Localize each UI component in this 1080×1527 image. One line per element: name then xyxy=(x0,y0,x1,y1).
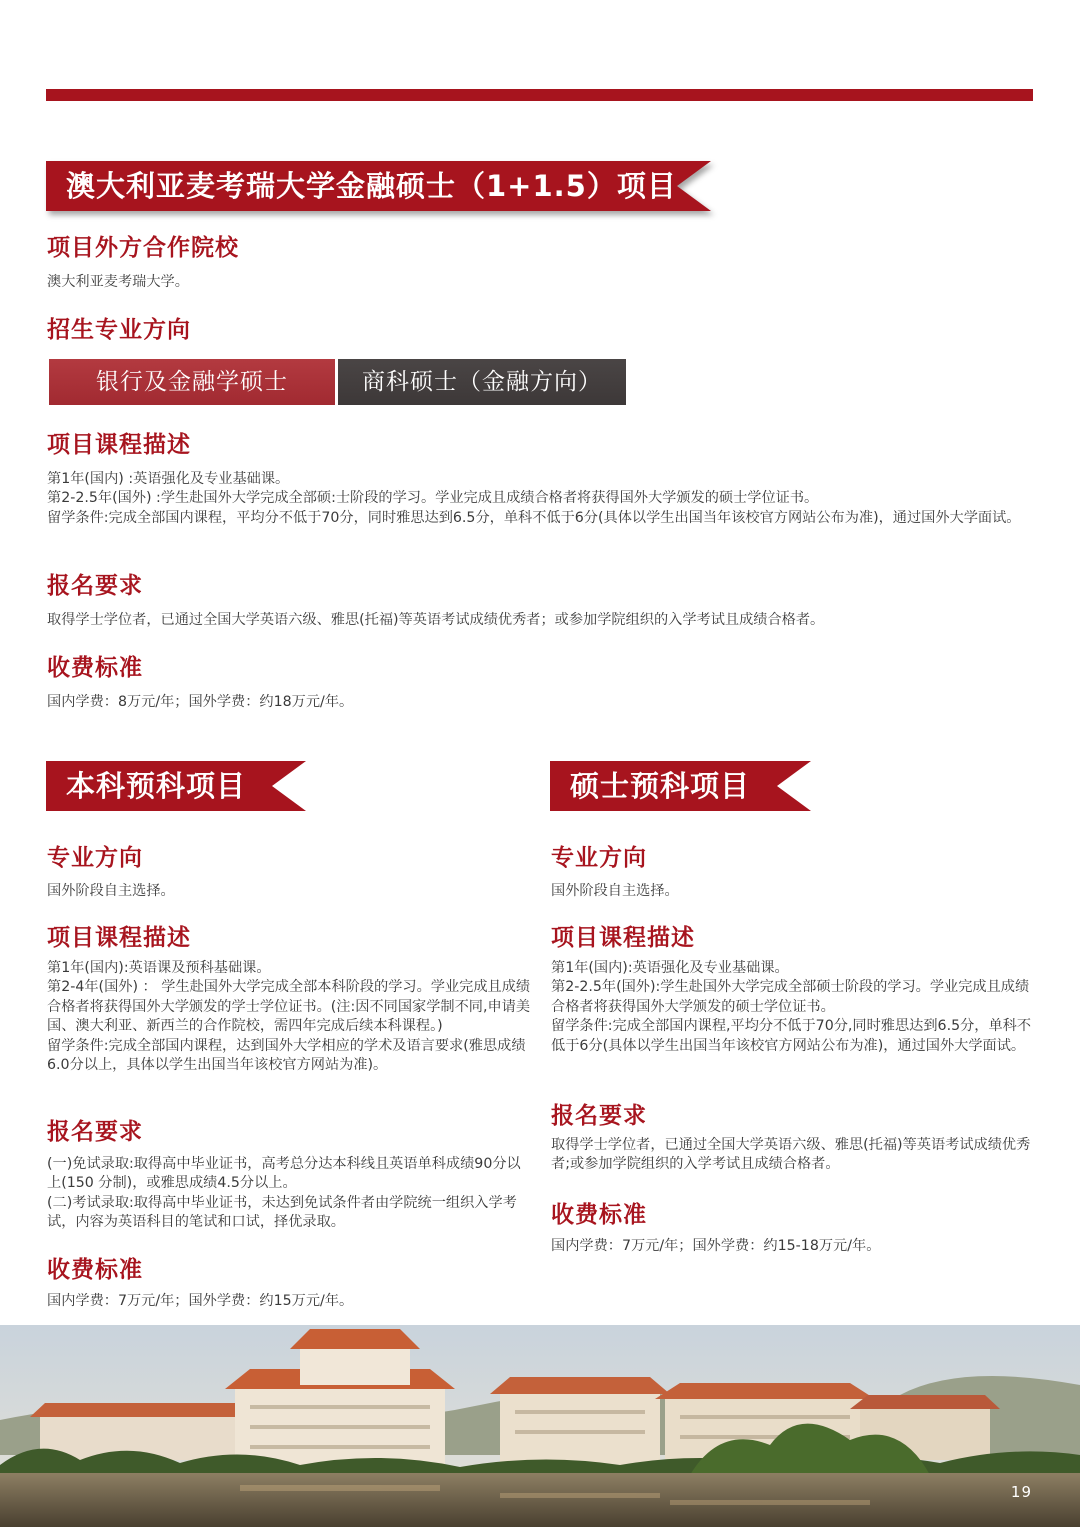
course-line: 第2-2.5年(国外) :学生赴国外大学完成全部硕:士阶段的学习。学业完成且成绩合格者将获得国外大学颁发的硕士学位证书。 xyxy=(47,490,819,507)
course-line: 留学条件:完成全部国内课程，达到国外大学相应的学术及语言要求(雅思成绩6.0分以上，具体以学生出国当年该校官方网站为准)。 xyxy=(47,1037,526,1074)
undergrad-req-heading: 报名要求 xyxy=(47,1119,143,1145)
major-tab-business-finance: 商科硕士（金融方向） xyxy=(338,359,626,405)
requirements-text: 取得学士学位者，已通过全国大学英语六级、雅思(托福)等英语考试成绩优秀者；或参加学院组织的入学考试且成绩合格者。 xyxy=(47,612,825,628)
campus-photo xyxy=(0,1325,1080,1527)
course-line: 第1年(国内):英语课及预科基础课。 xyxy=(47,960,271,976)
campus-photo-illustration xyxy=(0,1325,1080,1527)
section2-title: 本科预科项目 xyxy=(66,769,247,803)
req-line: (二)考试录取:取得高中毕业证书，未达到免试条件者由学院统一组织入学考试，内容为英语科目的笔试和口试，择优录取。 xyxy=(47,1194,517,1231)
majors-tabs xyxy=(49,359,626,405)
course-heading: 项目课程描述 xyxy=(47,432,191,458)
master-req-heading: 报名要求 xyxy=(551,1103,647,1129)
master-course-heading: 项目课程描述 xyxy=(551,925,695,951)
course-line: 第1年(国内) :英语强化及专业基础课。 xyxy=(47,471,290,487)
partner-text: 澳大利亚麦考瑞大学。 xyxy=(47,274,189,290)
section2-title-banner xyxy=(46,761,306,811)
undergrad-major-heading: 专业方向 xyxy=(47,845,143,871)
section1-title: 澳大利亚麦考瑞大学金融硕士（1+1.5）项目 xyxy=(66,169,677,203)
undergrad-fee-heading: 收费标准 xyxy=(47,1257,143,1283)
course-line: 留学条件:完成全部国内课程,平均分不低于70分,同时雅思达到6.5分，单科不低于6分(具体以学生出国当年该校官方网站公布为准)，通过国外大学面试。 xyxy=(551,1018,1032,1054)
fee-text: 国内学费：8万元/年；国外学费：约18万元/年。 xyxy=(47,694,354,710)
requirements-heading: 报名要求 xyxy=(47,573,143,599)
section1-title-banner xyxy=(46,161,711,211)
undergrad-major-text: 国外阶段自主选择。 xyxy=(47,883,175,899)
majors-heading: 招生专业方向 xyxy=(47,317,191,343)
major-tab-banking-finance: 银行及金融学硕士 xyxy=(49,359,335,405)
master-major-heading: 专业方向 xyxy=(551,845,647,871)
course-line: 第2-2.5年(国外):学生赴国外大学完成全部硕士阶段的学习。学业完成且成绩合格者将获得国外大学颁发的硕士学位证书。 xyxy=(551,979,1030,1015)
section3-title-banner xyxy=(550,761,811,811)
page-number: 19 xyxy=(1010,1483,1032,1501)
fee-heading: 收费标准 xyxy=(47,655,143,681)
top-divider-bar xyxy=(46,89,1033,101)
master-fee-text: 国内学费：7万元/年；国外学费：约15-18万元/年。 xyxy=(551,1238,881,1254)
master-req-text: 取得学士学位者，已通过全国大学英语六级、雅思(托福)等英语考试成绩优秀者;或参加学院组织的入学考试且成绩合格者。 xyxy=(551,1137,1031,1173)
undergrad-course-description xyxy=(47,959,532,1075)
course-line: 留学条件:完成全部国内课程，平均分不低于70分，同时雅思达到6.5分，单科不低于6分(具体以学生出国当年该校官方网站公布为准)，通过国外大学面试。 xyxy=(47,509,1021,526)
master-course-description xyxy=(551,959,1036,1056)
undergrad-course-heading: 项目课程描述 xyxy=(47,925,191,951)
section3-title: 硕士预科项目 xyxy=(570,769,751,803)
course-line: 第1年(国内):英语强化及专业基础课。 xyxy=(551,960,789,976)
partner-heading: 项目外方合作院校 xyxy=(47,235,239,261)
undergrad-fee-text: 国内学费：7万元/年；国外学费：约15万元/年。 xyxy=(47,1293,354,1309)
req-line: (一)免试录取:取得高中毕业证书，高考总分达本科线且英语单科成绩90分以上(150 分制)，或雅思成绩4.5分以上。 xyxy=(47,1156,521,1192)
master-major-text: 国外阶段自主选择。 xyxy=(551,883,679,899)
master-fee-heading: 收费标准 xyxy=(551,1202,647,1228)
course-line: 第2-4年(国外) ： 学生赴国外大学完成全部本科阶段的学习。学业完成且成绩合格者将获得国外大学颁发的学士学位证书。(注:因不同国家学制不同,申请美国、澳大利亚、新西兰的合作院校，需四年完成后续本科课程。) xyxy=(47,979,531,1035)
undergrad-req-text xyxy=(47,1155,532,1233)
course-description xyxy=(47,470,1037,528)
